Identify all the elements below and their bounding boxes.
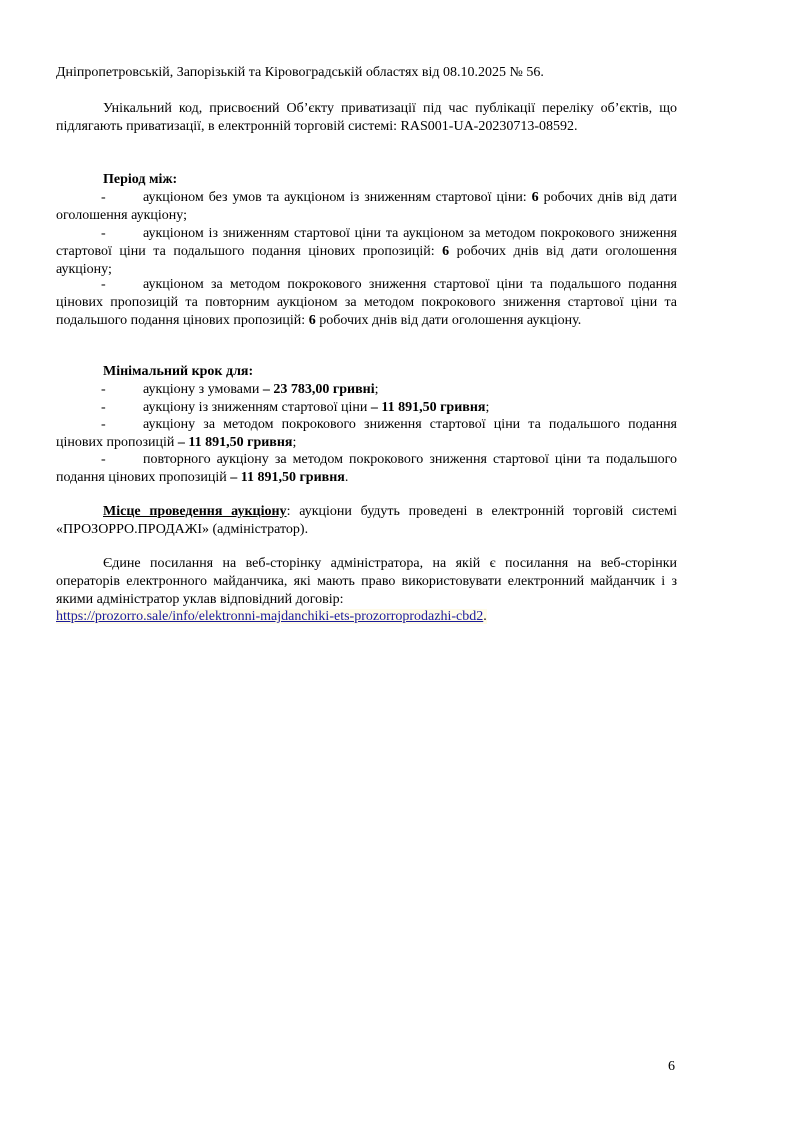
- min-step-item: - повторного аукціону за методом покрокового зниження стартової ціни та подальшого подання цінових пропозицій – 11 891,50 гривня.: [56, 452, 677, 485]
- bullet-dash: -: [101, 226, 106, 241]
- min-step-item: - аукціону з умовами – 23 783,00 гривні;: [56, 381, 677, 399]
- period-item: - аукціоном за методом покрокового зниження стартової ціни та подальшого подання цінових пропозицій та повторним аукціоном за методом покрокового зниження стартової ціни та подальшого подання цінових пропозицій: 6 робочих днів від дати оголошення аукціону.: [56, 277, 677, 328]
- bullet-dash: -: [101, 190, 106, 205]
- min-step-item: - аукціону за методом покрокового зниження стартової ціни та подальшого подання цінових пропозицій – 11 891,50 гривня;: [56, 417, 677, 450]
- period-item: - аукціоном без умов та аукціоном із зниженням стартової ціни: 6 робочих днів від дати оголошення аукціону;: [56, 190, 677, 223]
- bullet-dash: -: [101, 277, 106, 292]
- paragraph-unique-code: Унікальний код, присвоєний Об’єкту приватизації під час публікації переліку об’єктів, що підлягають приватизації, в електронній торговій системі: RAS001-UA-20230713-08592.: [56, 101, 677, 134]
- auction-place-label: Місце проведення аукціону: [103, 504, 287, 519]
- bullet-dash: -: [101, 417, 106, 432]
- min-step-item: - аукціону із зниженням стартової ціни – 11 891,50 гривня;: [56, 399, 677, 417]
- page-number: 6: [668, 1059, 675, 1074]
- admin-link-paragraph: Єдине посилання на веб-сторінку адміністратора, на якій є посилання на веб-сторінки операторів електронного майданчика, які мають право використовувати електронний майданчик і з якими адміністратор уклав відповідний договір:: [56, 556, 677, 607]
- auction-place-paragraph: Місце проведення аукціону: аукціони будуть проведені в електронній торговій системі «ПРОЗОРРО.ПРОДАЖІ» (адміністратор).: [56, 504, 678, 537]
- period-item: - аукціоном із зниженням стартової ціни та аукціоном за методом покрокового зниження стартової ціни та подальшого подання цінових пропозицій: 6 робочих днів від дати оголошення аукціону;: [56, 226, 677, 277]
- min-step-heading: Мінімальний крок для:: [103, 364, 254, 379]
- bullet-dash: -: [101, 400, 106, 415]
- bullet-dash: -: [101, 452, 106, 467]
- period-heading: Період між:: [103, 172, 178, 187]
- prozorro-link[interactable]: https://prozorro.sale/info/elektronni-majdanchiki-ets-prozorroprodazhi-cbd2: [56, 609, 484, 624]
- admin-link-line: https://prozorro.sale/info/elektronni-majdanchiki-ets-prozorroprodazhi-cbd2.: [56, 609, 487, 624]
- paragraph-top: Дніпропетровській, Запорізькій та Кіровоградській областях від 08.10.2025 № 56.: [56, 65, 544, 80]
- bullet-dash: -: [101, 382, 106, 397]
